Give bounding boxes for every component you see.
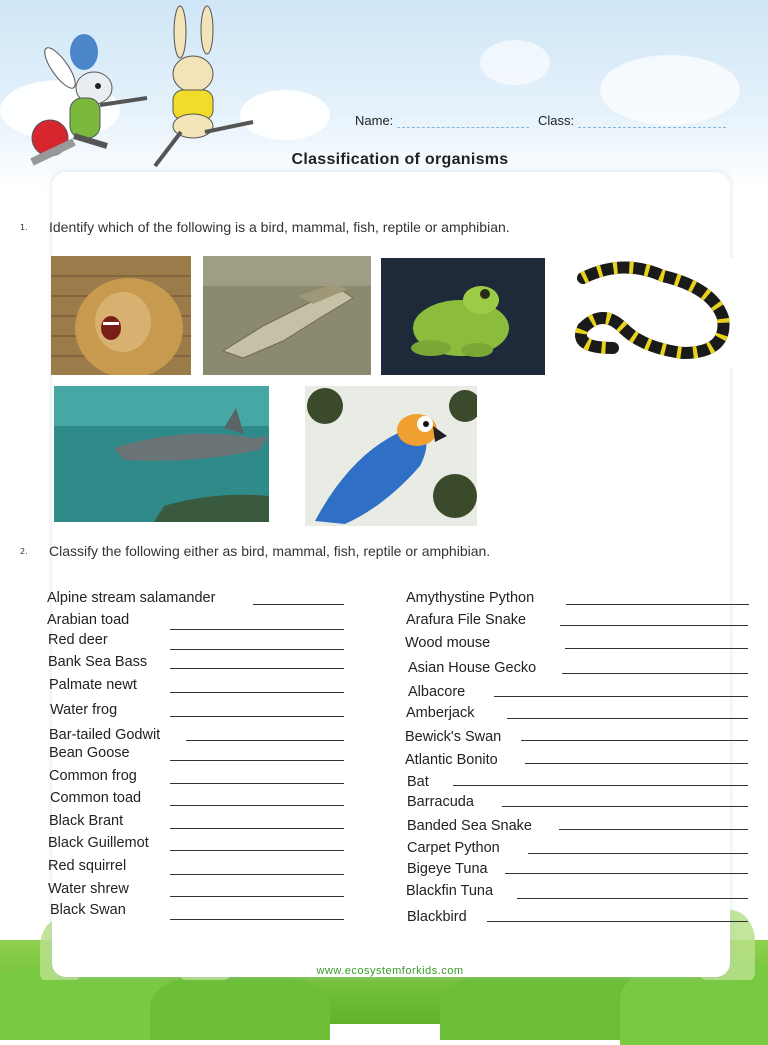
cloud [480,40,550,85]
answer-line[interactable] [507,718,748,719]
class-blank[interactable] [578,115,726,128]
answer-line[interactable] [487,921,748,922]
list-item: Common toad [50,790,142,806]
list-item: Arafura File Snake [406,612,527,628]
answer-line[interactable] [559,829,748,830]
list-item: Blackbird [407,909,467,925]
answer-line[interactable] [565,648,748,649]
list-item: Amythystine Python [406,590,535,606]
answer-line[interactable] [186,740,344,741]
answer-line[interactable] [170,828,344,829]
answer-line[interactable] [505,873,748,874]
answer-line[interactable] [170,649,344,650]
answer-line[interactable] [453,785,748,786]
list-item: Alpine stream salamander [47,590,216,606]
list-item: Black Guillemot [48,835,149,851]
answer-line[interactable] [525,763,748,764]
list-item: Arabian toad [47,612,130,628]
list-item: Carpet Python [407,840,500,856]
list-item: Barracuda [407,794,474,810]
list-item: Bar-tailed Godwit [49,727,161,743]
list-item: Red squirrel [48,858,127,874]
list-item: Water shrew [48,881,129,897]
answer-line[interactable] [562,673,748,674]
list-item: Bigeye Tuna [407,861,488,877]
answer-line[interactable] [170,783,344,784]
question-2-text: Classify the following either as bird, mammal, fish, reptile or amphibian. [49,543,491,559]
answer-line[interactable] [170,919,344,920]
list-item: Black Swan [50,902,126,918]
list-item: Bat [407,774,429,790]
answer-line[interactable] [170,692,344,693]
answer-line[interactable] [170,874,344,875]
answer-line[interactable] [170,805,344,806]
answer-line[interactable] [502,806,748,807]
class-label: Class: [538,113,575,128]
list-item: Wood mouse [405,635,491,651]
answer-line[interactable] [170,629,344,630]
list-item: Asian House Gecko [408,660,537,676]
answer-line[interactable] [170,850,344,851]
footer-url[interactable]: www.ecosystemforkids.com [316,965,464,977]
name-blank[interactable] [397,115,529,128]
list-item: Palmate newt [49,677,137,693]
answer-line[interactable] [170,760,344,761]
name-field[interactable] [355,113,529,128]
answer-line[interactable] [560,625,748,626]
list-item: Water frog [50,702,118,718]
answer-line[interactable] [170,668,344,669]
lion-photo [51,256,191,375]
answer-line[interactable] [170,716,344,717]
page-title: Classification of organisms [291,151,509,168]
answer-line[interactable] [253,604,344,605]
list-item: Blackfin Tuna [406,883,494,899]
list-item: Common frog [49,768,137,784]
list-item: Bean Goose [49,745,130,761]
question-1-number: 1. [20,223,28,232]
question-1-text: Identify which of the following is a bird, mammal, fish, reptile or amphibian. [49,219,510,235]
answer-line[interactable] [528,853,748,854]
list-item: Black Brant [49,813,124,829]
class-field[interactable] [538,113,726,128]
shark-photo [54,386,269,522]
name-label: Name: [355,113,394,128]
rabbit-yellow-illustration [145,4,260,172]
answer-line[interactable] [566,604,749,605]
answer-line[interactable] [521,740,748,741]
question-2-number: 2. [20,547,28,556]
answer-line[interactable] [170,896,344,897]
parrot-photo [305,386,477,526]
crocodile-photo [203,256,371,375]
list-item: Banded Sea Snake [407,818,532,834]
list-item: Amberjack [406,705,475,721]
snake-photo [563,258,735,368]
answer-line[interactable] [517,898,748,899]
list-item: Atlantic Bonito [405,752,498,768]
hill [150,970,330,1040]
list-item: Red deer [48,632,108,648]
answer-line[interactable] [494,696,748,697]
list-item: Bewick's Swan [405,729,502,745]
list-item: Albacore [408,684,466,700]
frog-photo [381,258,545,375]
list-item: Bank Sea Bass [48,654,148,670]
